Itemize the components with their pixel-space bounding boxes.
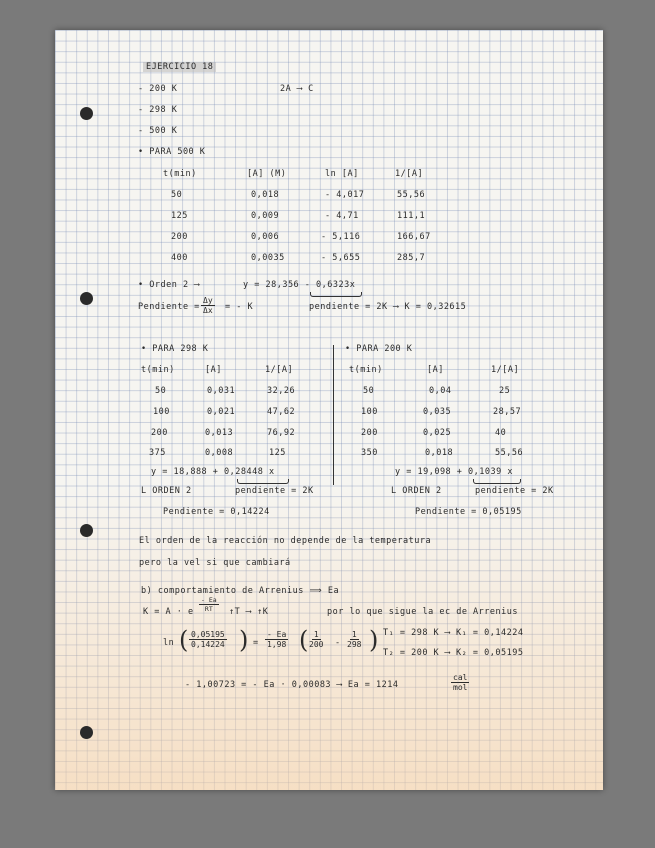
part-b-title: b) comportamiento de Arrenius ⟹ Ea — [141, 586, 340, 596]
table-cell: 0,035 — [423, 407, 452, 417]
underbrace — [237, 479, 289, 484]
table-cell: 40 — [495, 428, 507, 438]
inverse-t2-fraction — [347, 630, 361, 649]
table-cell: 100 — [361, 407, 378, 417]
minus-sign: - — [335, 638, 341, 648]
ln-fraction — [189, 630, 227, 649]
table-cell: 0,018 — [425, 448, 454, 458]
slope-result: Pendiente = 0,05195 — [415, 507, 522, 517]
table-cell: 0,009 — [251, 211, 280, 221]
arrhenius-equation: K = A · e — [143, 607, 194, 617]
slope-result: Pendiente = 0,14224 — [163, 507, 270, 517]
conclusion-line: El orden de la reacción no depende de la temperatura — [139, 536, 432, 546]
table-cell: - 5,655 — [321, 253, 361, 263]
regression-equation: y = 18,888 + 0,28448 x — [151, 467, 275, 477]
table-cell: 200 — [361, 428, 378, 438]
conclusion-line: pero la vel si que cambiará — [139, 558, 291, 568]
table-cell: 0,025 — [423, 428, 452, 438]
frac-num: 1 — [351, 630, 357, 639]
notebook-page — [55, 30, 603, 790]
table-header: 1/[A] — [491, 365, 520, 375]
temp-item: - 200 K — [138, 84, 178, 94]
inverse-t1-fraction — [309, 630, 323, 649]
table-cell: 0,04 — [429, 386, 452, 396]
table-cell: 125 — [171, 211, 188, 221]
exercise-title: EJERCICIO 18 — [143, 62, 216, 72]
table-cell: 350 — [361, 448, 378, 458]
delta-fraction — [201, 296, 215, 315]
underbrace — [473, 479, 521, 484]
table-cell: 0,021 — [207, 407, 236, 417]
arrhenius-note: por lo que sigue la ec de Arrenius — [327, 607, 518, 617]
frac-den: 200 — [309, 640, 324, 649]
table-cell: 50 — [155, 386, 167, 396]
table-header: t(min) — [141, 365, 175, 375]
section-label-500k: • PARA 500 K — [138, 147, 206, 157]
table-header: 1/[A] — [265, 365, 294, 375]
table-cell: 47,62 — [267, 407, 296, 417]
close-paren: ) — [239, 626, 249, 654]
table-header: 1/[A] — [395, 169, 424, 179]
open-paren: ( — [179, 626, 189, 654]
frac-den: 298 — [347, 640, 362, 649]
table-cell: 200 — [171, 232, 188, 242]
section-label-298k: • PARA 298 K — [141, 344, 209, 354]
final-result: - 1,00723 = - Ea · 0,00083 ⟶ Ea = 1214 — [185, 680, 399, 690]
table-cell: 0,013 — [205, 428, 234, 438]
table-cell: 25 — [499, 386, 511, 396]
table-cell: 400 — [171, 253, 188, 263]
table-cell: - 4,017 — [325, 190, 365, 200]
section-label-200k: • PARA 200 K — [345, 344, 413, 354]
table-cell: 166,67 — [397, 232, 431, 242]
close-paren: ) — [369, 626, 379, 654]
table-cell: 55,56 — [397, 190, 426, 200]
frac-num: cal — [453, 673, 468, 682]
frac-num: 0,05195 — [191, 630, 225, 639]
table-header: [A] — [205, 365, 222, 375]
reaction-equation: 2A ⟶ C — [280, 84, 314, 94]
binder-hole — [80, 726, 93, 739]
table-cell: - 5,116 — [321, 232, 361, 242]
frac-den: RT — [204, 605, 213, 613]
exponent-fraction — [199, 596, 219, 613]
table-cell: 0,031 — [207, 386, 236, 396]
frac-den: Δx — [203, 306, 213, 315]
unit-fraction — [451, 673, 469, 692]
slope-equals-k: = - K — [225, 302, 254, 312]
table-header: t(min) — [163, 169, 197, 179]
frac-den: 1,98 — [267, 640, 287, 649]
table-cell: 0,006 — [251, 232, 280, 242]
binder-hole — [80, 292, 93, 305]
table-cell: 100 — [153, 407, 170, 417]
frac-num: 1 — [313, 630, 319, 639]
table-cell: - 4,71 — [325, 211, 359, 221]
ln-label: ln — [163, 638, 175, 648]
table-cell: 0,018 — [251, 190, 280, 200]
frac-num: - Ea — [267, 630, 287, 639]
slope-label: pendiente = 2K — [475, 486, 554, 496]
t1-line: T₁ = 298 K ⟶ K₁ = 0,14224 — [383, 628, 524, 638]
table-cell: 0,008 — [205, 448, 234, 458]
table-header: [A] (M) — [247, 169, 287, 179]
temp-item: - 298 K — [138, 105, 178, 115]
equals-sign: = — [253, 638, 259, 648]
regression-equation: y = 28,356 - 0,6323x — [243, 280, 356, 290]
trend-arrow: ↑T ⟶ ↑K — [229, 607, 269, 617]
orden-label: L ORDEN 2 — [141, 486, 192, 496]
table-cell: 28,57 — [493, 407, 522, 417]
frac-num: - Ea — [201, 596, 217, 604]
binder-hole — [80, 107, 93, 120]
table-cell: 200 — [151, 428, 168, 438]
slope-result: pendiente = 2K ⟶ K = 0,32615 — [309, 302, 467, 312]
table-cell: 375 — [149, 448, 166, 458]
table-cell: 285,7 — [397, 253, 426, 263]
table-cell: 76,92 — [267, 428, 296, 438]
table-cell: 125 — [269, 448, 286, 458]
table-cell: 0,0035 — [251, 253, 285, 263]
underbrace — [310, 292, 362, 297]
table-cell: 50 — [363, 386, 375, 396]
table-cell: 32,26 — [267, 386, 296, 396]
regression-equation: y = 19,098 + 0,1039 x — [395, 467, 513, 477]
frac-den: mol — [453, 683, 468, 692]
orden-label: L ORDEN 2 — [391, 486, 442, 496]
slope-label: pendiente = 2K — [235, 486, 314, 496]
table-cell: 55,56 — [495, 448, 524, 458]
binder-hole — [80, 524, 93, 537]
table-header: t(min) — [349, 365, 383, 375]
orden-line: • Orden 2 ⟶ — [138, 280, 200, 290]
frac-num: Δy — [203, 296, 213, 305]
table-header: [A] — [427, 365, 444, 375]
frac-den: 0,14224 — [191, 640, 225, 649]
temp-item: - 500 K — [138, 126, 178, 136]
table-cell: 111,1 — [397, 211, 426, 221]
table-header: ln [A] — [325, 169, 359, 179]
t2-line: T₂ = 200 K ⟶ K₂ = 0,05195 — [383, 648, 524, 658]
open-paren: ( — [299, 626, 309, 654]
ea-fraction — [265, 630, 288, 649]
column-divider — [333, 345, 334, 485]
slope-label: Pendiente = — [138, 302, 200, 312]
table-cell: 50 — [171, 190, 183, 200]
